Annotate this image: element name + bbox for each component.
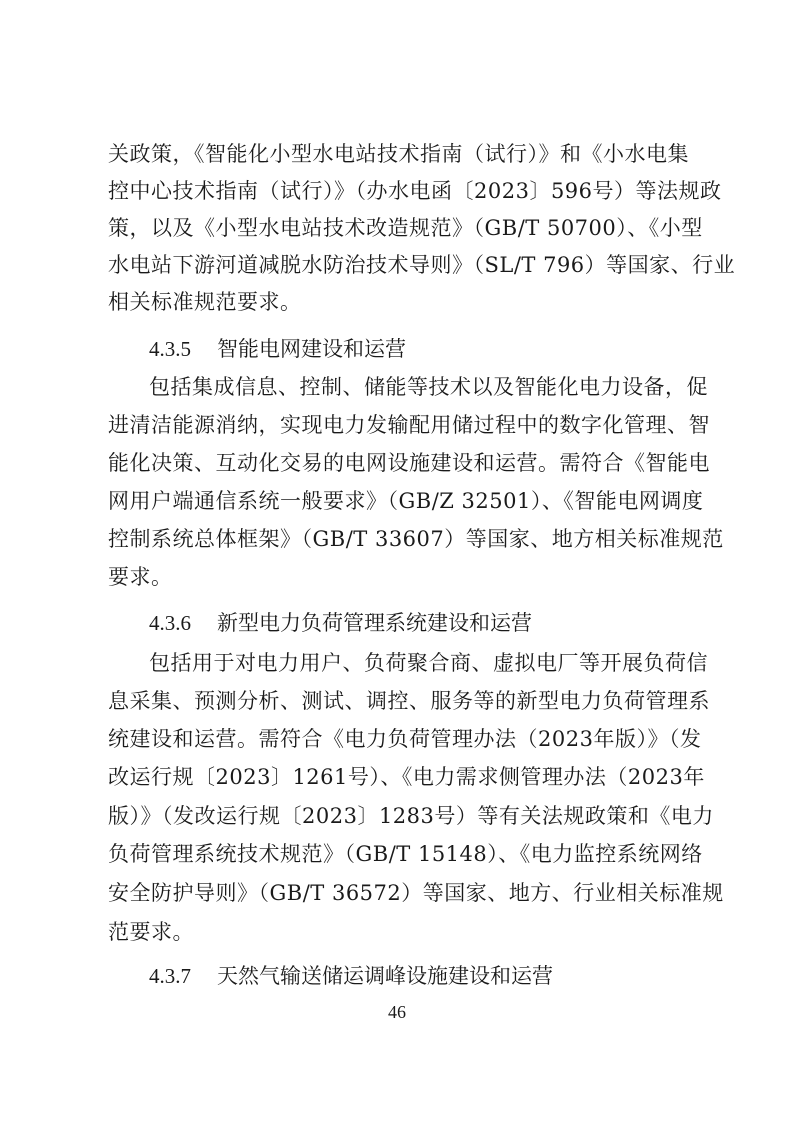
section-title: 智能电网建设和运营 <box>217 337 406 361</box>
section-heading-4-3-7 <box>149 962 553 990</box>
paragraph-3-line-2: 息采集、预测分析、测试、调控、服务等的新型电力负荷管理系 <box>108 689 710 713</box>
paragraph-1-line-1: 关政策，《智能化小型水电站技术指南（试行）》和《小水电集 <box>108 142 689 166</box>
paragraph-3-line-6: 负荷管理系统技术规范》（GB/T 15148）、《电力监控系统网络 <box>108 842 703 866</box>
section-heading-4-3-5 <box>149 335 406 363</box>
section-number: 4.3.5 <box>149 337 191 361</box>
section-title: 天然气输送储运调峰设施建设和运营 <box>217 964 553 988</box>
paragraph-3-line-5: 版）》（发改运行规〔2023〕1283号）等有关法规政策和《电力 <box>108 804 714 828</box>
paragraph-1-line-3: 策，以及《小型水电站技术改造规范》（GB/T 50700）、《小型 <box>108 216 703 240</box>
section-heading-4-3-6 <box>149 609 532 637</box>
section-number: 4.3.7 <box>149 964 191 988</box>
paragraph-3-line-3: 统建设和运营。需符合《电力负荷管理办法（2023年版）》（发 <box>108 727 702 751</box>
paragraph-1-line-2: 控中心技术指南（试行）》（办水电函〔2023〕596号）等法规政 <box>108 179 722 203</box>
paragraph-3-line-1: 包括用于对电力用户、负荷聚合商、虚拟电厂等开展负荷信 <box>149 651 708 675</box>
paragraph-1-line-5: 相关标准规范要求。 <box>108 290 302 314</box>
paragraph-3-line-8: 范要求。 <box>108 920 194 944</box>
section-title: 新型电力负荷管理系统建设和运营 <box>217 611 532 635</box>
paragraph-2-line-3: 能化决策、互动化交易的电网设施建设和运营。需符合《智能电 <box>108 451 710 475</box>
paragraph-2-line-5: 控制系统总体框架》（GB/T 33607）等国家、地方相关标准规范 <box>108 527 724 551</box>
section-number: 4.3.6 <box>149 611 191 635</box>
paragraph-3-line-4: 改运行规〔2023〕1261号）、《电力需求侧管理办法（2023年 <box>108 765 705 789</box>
paragraph-3-line-7: 安全防护导则》（GB/T 36572）等国家、地方、行业相关标准规 <box>108 881 724 905</box>
paragraph-2-line-1: 包括集成信息、控制、储能等技术以及智能化电力设备，促 <box>149 375 708 399</box>
paragraph-2-line-6: 要求。 <box>108 565 173 589</box>
page-number: 46 <box>388 1002 406 1022</box>
paragraph-2-line-2: 进清洁能源消纳，实现电力发输配用储过程中的数字化管理、智 <box>108 413 710 437</box>
paragraph-2-line-4: 网用户端通信系统一般要求》（GB/Z 32501）、《智能电网调度 <box>108 489 704 513</box>
paragraph-1-line-4: 水电站下游河道减脱水防治技术导则》（SL/T 796）等国家、行业 <box>108 253 736 277</box>
